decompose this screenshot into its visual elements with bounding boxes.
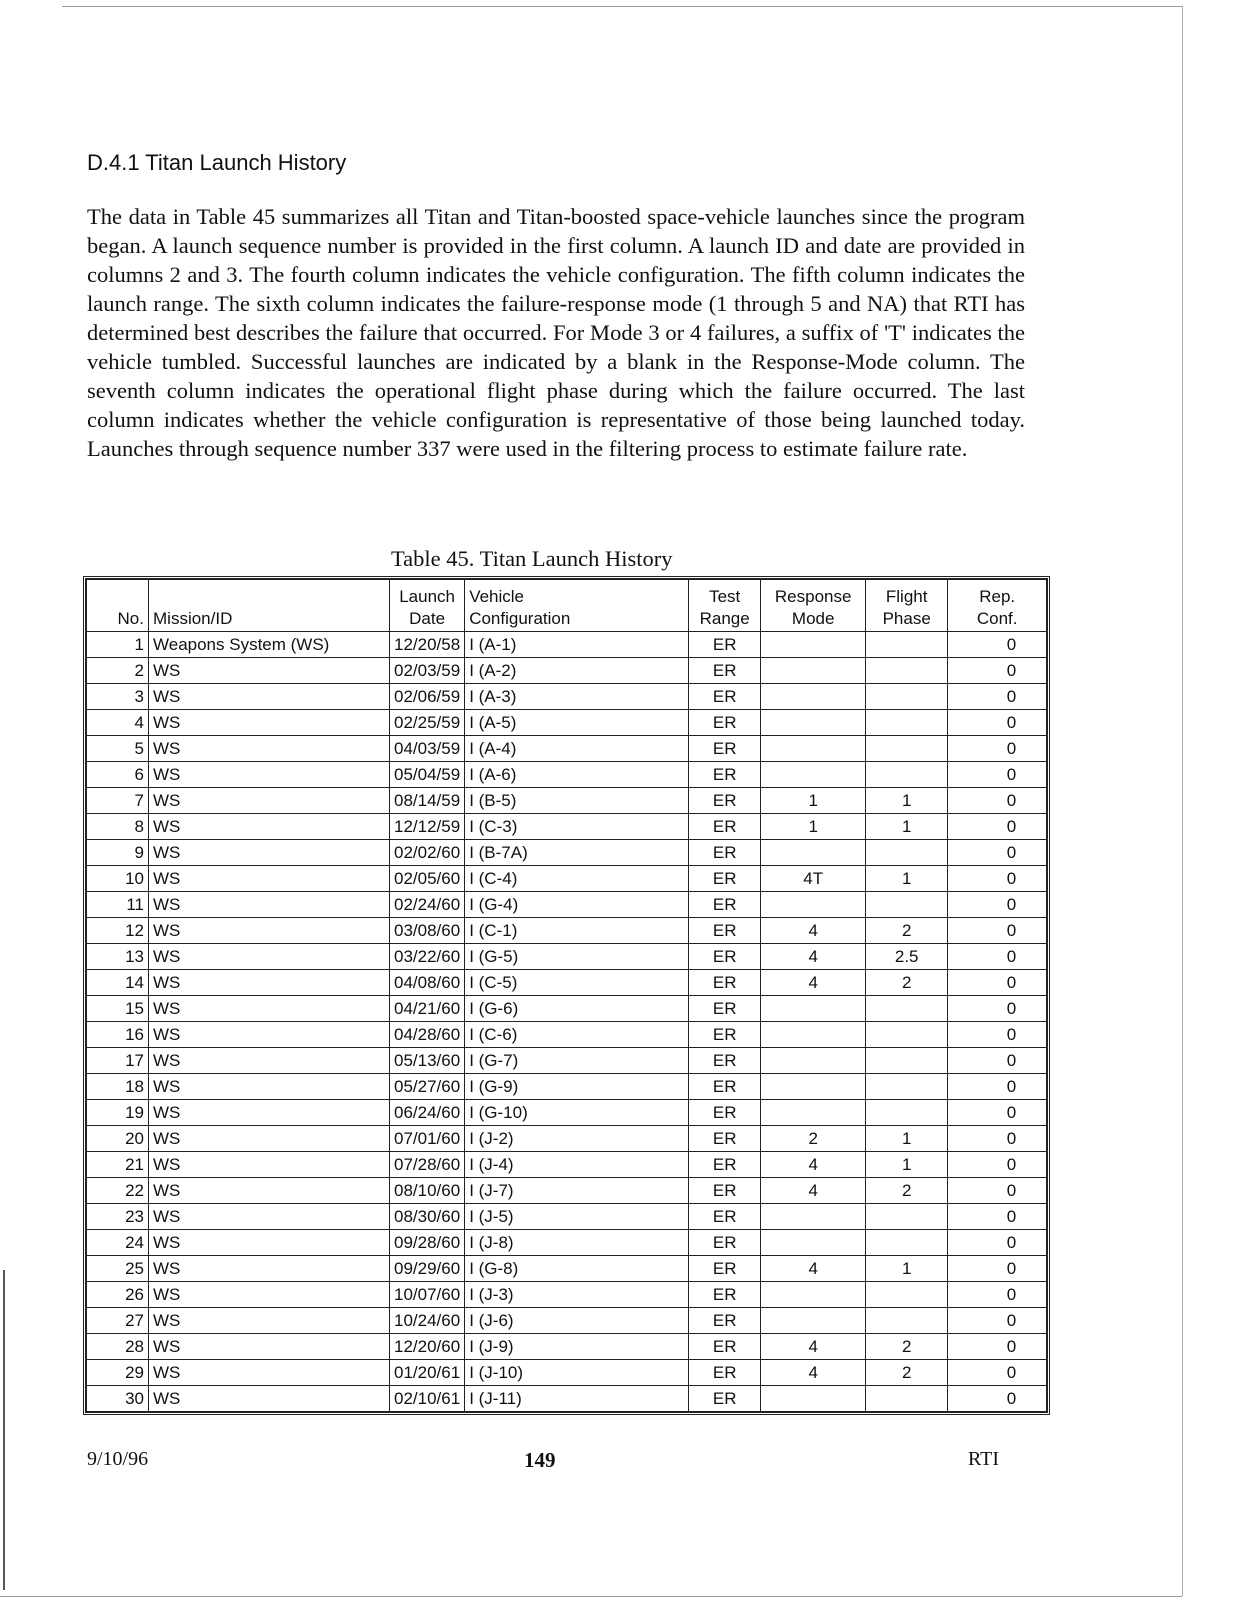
cell-no: 29	[87, 1360, 149, 1386]
cell-rep-conf: 0	[948, 918, 1047, 944]
cell-no: 24	[87, 1230, 149, 1256]
cell-mission: WS	[149, 1100, 390, 1126]
cell-rep-conf: 0	[948, 1308, 1047, 1334]
cell-mission: WS	[149, 1308, 390, 1334]
cell-vehicle-configuration: I (G-9)	[465, 1074, 689, 1100]
cell-flight-phase	[866, 1386, 948, 1412]
cell-vehicle-configuration: I (J-7)	[465, 1178, 689, 1204]
table-row	[87, 1282, 1047, 1308]
cell-flight-phase: 2	[866, 1178, 948, 1204]
cell-mission: WS	[149, 1386, 390, 1412]
cell-response-mode: 4	[761, 1256, 866, 1282]
cell-launch-date: 04/28/60	[390, 1022, 465, 1048]
cell-rep-conf: 0	[948, 866, 1047, 892]
cell-no: 18	[87, 1074, 149, 1100]
cell-flight-phase	[866, 762, 948, 788]
cell-mission: WS	[149, 970, 390, 996]
cell-flight-phase	[866, 684, 948, 710]
cell-response-mode	[761, 1048, 866, 1074]
cell-vehicle-configuration: I (C-6)	[465, 1022, 689, 1048]
cell-flight-phase	[866, 892, 948, 918]
cell-vehicle-configuration: I (C-5)	[465, 970, 689, 996]
cell-rep-conf: 0	[948, 1022, 1047, 1048]
table-row	[87, 658, 1047, 684]
table-row	[87, 1256, 1047, 1282]
cell-launch-date: 08/14/59	[390, 788, 465, 814]
table-row	[87, 814, 1047, 840]
table-row	[87, 788, 1047, 814]
table-body	[87, 632, 1047, 1412]
cell-rep-conf: 0	[948, 996, 1047, 1022]
cell-launch-date: 02/05/60	[390, 866, 465, 892]
cell-response-mode	[761, 1386, 866, 1412]
table-container	[83, 576, 1050, 1415]
cell-launch-date: 09/29/60	[390, 1256, 465, 1282]
cell-no: 28	[87, 1334, 149, 1360]
table-row	[87, 710, 1047, 736]
table-row	[87, 970, 1047, 996]
cell-mission: WS	[149, 1022, 390, 1048]
cell-flight-phase	[866, 1230, 948, 1256]
cell-response-mode: 4T	[761, 866, 866, 892]
section-heading: D.4.1 Titan Launch History	[87, 150, 347, 175]
cell-test-range: ER	[689, 788, 761, 814]
cell-launch-date: 09/28/60	[390, 1230, 465, 1256]
table-row	[87, 1308, 1047, 1334]
cell-response-mode	[761, 1204, 866, 1230]
footer-organization: RTI	[968, 1448, 1000, 1470]
cell-vehicle-configuration: I (J-3)	[465, 1282, 689, 1308]
cell-mission: WS	[149, 1360, 390, 1386]
cell-launch-date: 04/03/59	[390, 736, 465, 762]
cell-flight-phase: 1	[866, 788, 948, 814]
cell-response-mode	[761, 632, 866, 658]
cell-test-range: ER	[689, 1074, 761, 1100]
cell-no: 27	[87, 1308, 149, 1334]
cell-no: 10	[87, 866, 149, 892]
cell-response-mode	[761, 840, 866, 866]
cell-test-range: ER	[689, 1360, 761, 1386]
table-row	[87, 684, 1047, 710]
cell-vehicle-configuration: I (C-1)	[465, 918, 689, 944]
cell-test-range: ER	[689, 892, 761, 918]
cell-rep-conf: 0	[948, 1360, 1047, 1386]
cell-mission: WS	[149, 1282, 390, 1308]
table-caption: Table 45. Titan Launch History	[391, 546, 673, 571]
cell-launch-date: 12/20/60	[390, 1334, 465, 1360]
cell-test-range: ER	[689, 944, 761, 970]
cell-response-mode: 4	[761, 944, 866, 970]
cell-mission: WS	[149, 866, 390, 892]
cell-no: 3	[87, 684, 149, 710]
cell-test-range: ER	[689, 1308, 761, 1334]
cell-launch-date: 03/22/60	[390, 944, 465, 970]
cell-vehicle-configuration: I (G-8)	[465, 1256, 689, 1282]
cell-flight-phase	[866, 996, 948, 1022]
cell-response-mode	[761, 658, 866, 684]
header-mission: Mission/ID	[149, 580, 390, 632]
cell-vehicle-configuration: I (A-2)	[465, 658, 689, 684]
cell-rep-conf: 0	[948, 944, 1047, 970]
table-row	[87, 866, 1047, 892]
cell-rep-conf: 0	[948, 1126, 1047, 1152]
cell-response-mode	[761, 1230, 866, 1256]
cell-no: 7	[87, 788, 149, 814]
cell-flight-phase: 2	[866, 918, 948, 944]
cell-response-mode	[761, 710, 866, 736]
cell-rep-conf: 0	[948, 1386, 1047, 1412]
cell-flight-phase	[866, 1204, 948, 1230]
table-row	[87, 944, 1047, 970]
cell-no: 20	[87, 1126, 149, 1152]
cell-flight-phase: 1	[866, 1256, 948, 1282]
cell-flight-phase: 2	[866, 1360, 948, 1386]
cell-rep-conf: 0	[948, 970, 1047, 996]
cell-no: 1	[87, 632, 149, 658]
cell-launch-date: 02/24/60	[390, 892, 465, 918]
cell-rep-conf: 0	[948, 1256, 1047, 1282]
cell-no: 12	[87, 918, 149, 944]
cell-no: 2	[87, 658, 149, 684]
cell-launch-date: 03/08/60	[390, 918, 465, 944]
cell-no: 4	[87, 710, 149, 736]
cell-flight-phase	[866, 1100, 948, 1126]
cell-no: 21	[87, 1152, 149, 1178]
cell-flight-phase	[866, 658, 948, 684]
cell-mission: WS	[149, 892, 390, 918]
table-row	[87, 1360, 1047, 1386]
cell-rep-conf: 0	[948, 814, 1047, 840]
cell-launch-date: 01/20/61	[390, 1360, 465, 1386]
cell-test-range: ER	[689, 658, 761, 684]
cell-no: 11	[87, 892, 149, 918]
header-rep-conf: Rep. Conf.	[948, 580, 1047, 632]
table-row	[87, 1048, 1047, 1074]
cell-response-mode	[761, 1022, 866, 1048]
cell-flight-phase: 2	[866, 1334, 948, 1360]
table-row	[87, 1334, 1047, 1360]
cell-mission: WS	[149, 658, 390, 684]
cell-launch-date: 12/12/59	[390, 814, 465, 840]
cell-rep-conf: 0	[948, 658, 1047, 684]
cell-launch-date: 02/02/60	[390, 840, 465, 866]
cell-mission: WS	[149, 840, 390, 866]
bottom-border-line	[0, 1596, 1182, 1597]
cell-test-range: ER	[689, 1126, 761, 1152]
cell-launch-date: 07/28/60	[390, 1152, 465, 1178]
table-row	[87, 996, 1047, 1022]
cell-test-range: ER	[689, 970, 761, 996]
cell-rep-conf: 0	[948, 1178, 1047, 1204]
cell-test-range: ER	[689, 1204, 761, 1230]
cell-response-mode: 4	[761, 970, 866, 996]
cell-rep-conf: 0	[948, 788, 1047, 814]
cell-no: 9	[87, 840, 149, 866]
cell-no: 13	[87, 944, 149, 970]
cell-launch-date: 12/20/58	[390, 632, 465, 658]
table-row	[87, 892, 1047, 918]
table-row	[87, 762, 1047, 788]
cell-test-range: ER	[689, 918, 761, 944]
cell-launch-date: 07/01/60	[390, 1126, 465, 1152]
table-row	[87, 1386, 1047, 1412]
cell-launch-date: 02/03/59	[390, 658, 465, 684]
cell-rep-conf: 0	[948, 1100, 1047, 1126]
table-row	[87, 918, 1047, 944]
top-border-line	[62, 6, 1182, 7]
launch-history-table	[86, 579, 1047, 1412]
cell-flight-phase	[866, 632, 948, 658]
cell-response-mode	[761, 996, 866, 1022]
cell-response-mode: 1	[761, 814, 866, 840]
cell-flight-phase: 2	[866, 970, 948, 996]
cell-no: 25	[87, 1256, 149, 1282]
cell-rep-conf: 0	[948, 762, 1047, 788]
cell-no: 30	[87, 1386, 149, 1412]
cell-response-mode: 4	[761, 1360, 866, 1386]
cell-mission: WS	[149, 814, 390, 840]
cell-test-range: ER	[689, 710, 761, 736]
cell-rep-conf: 0	[948, 632, 1047, 658]
cell-no: 16	[87, 1022, 149, 1048]
footer-date: 9/10/96	[87, 1448, 149, 1470]
cell-flight-phase	[866, 710, 948, 736]
cell-no: 23	[87, 1204, 149, 1230]
cell-flight-phase: 1	[866, 866, 948, 892]
cell-launch-date: 04/21/60	[390, 996, 465, 1022]
cell-launch-date: 10/24/60	[390, 1308, 465, 1334]
cell-flight-phase	[866, 1022, 948, 1048]
cell-rep-conf: 0	[948, 1074, 1047, 1100]
cell-vehicle-configuration: I (G-4)	[465, 892, 689, 918]
cell-response-mode: 4	[761, 1152, 866, 1178]
cell-test-range: ER	[689, 1152, 761, 1178]
footer-page-number: 149	[524, 1448, 556, 1472]
cell-vehicle-configuration: I (A-3)	[465, 684, 689, 710]
cell-flight-phase	[866, 736, 948, 762]
cell-launch-date: 02/10/61	[390, 1386, 465, 1412]
table-row	[87, 1126, 1047, 1152]
cell-vehicle-configuration: I (A-6)	[465, 762, 689, 788]
cell-vehicle-configuration: I (J-2)	[465, 1126, 689, 1152]
cell-no: 22	[87, 1178, 149, 1204]
table-row	[87, 1230, 1047, 1256]
cell-no: 14	[87, 970, 149, 996]
cell-rep-conf: 0	[948, 1282, 1047, 1308]
cell-mission: WS	[149, 1178, 390, 1204]
cell-response-mode: 4	[761, 1178, 866, 1204]
cell-flight-phase	[866, 1282, 948, 1308]
cell-response-mode: 4	[761, 1334, 866, 1360]
cell-test-range: ER	[689, 1048, 761, 1074]
cell-rep-conf: 0	[948, 710, 1047, 736]
left-scan-mark	[3, 1270, 5, 1590]
cell-launch-date: 02/06/59	[390, 684, 465, 710]
cell-mission: WS	[149, 684, 390, 710]
cell-test-range: ER	[689, 814, 761, 840]
cell-mission: WS	[149, 1230, 390, 1256]
cell-response-mode	[761, 1308, 866, 1334]
cell-vehicle-configuration: I (J-11)	[465, 1386, 689, 1412]
body-paragraph: The data in Table 45 summarizes all Titan and Titan-boosted space-vehicle launches since the program began. A launch sequence number is provided in the first column. A launch ID and date are provided in columns 2 and 3. The fourth column indicates the vehicle configuration. The fifth column indicates the launch range. The sixth column indicates the failure-response mode (1 through 5 and NA) that RTI has determined best describes the failure that occurred. For Mode 3 or 4 failures, a suffix of 'T' indicates the vehicle tumbled. Successful launches are indicated by a blank in the Response-Mode column. The seventh column indicates the operational flight phase during which the failure occurred. The last column indicates whether the vehicle configuration is representative of those being launched today. Launches through sequence number 337 were used in the filtering process to estimate failure rate.	[87, 204, 1025, 461]
cell-test-range: ER	[689, 762, 761, 788]
cell-mission: WS	[149, 944, 390, 970]
cell-launch-date: 05/04/59	[390, 762, 465, 788]
table-row	[87, 736, 1047, 762]
cell-vehicle-configuration: I (J-9)	[465, 1334, 689, 1360]
cell-rep-conf: 0	[948, 1204, 1047, 1230]
cell-launch-date: 10/07/60	[390, 1282, 465, 1308]
table-row	[87, 1074, 1047, 1100]
cell-test-range: ER	[689, 996, 761, 1022]
cell-rep-conf: 0	[948, 1334, 1047, 1360]
cell-rep-conf: 0	[948, 736, 1047, 762]
cell-mission: WS	[149, 1074, 390, 1100]
cell-mission: WS	[149, 1152, 390, 1178]
cell-vehicle-configuration: I (G-10)	[465, 1100, 689, 1126]
cell-rep-conf: 0	[948, 1048, 1047, 1074]
cell-vehicle-configuration: I (C-4)	[465, 866, 689, 892]
cell-vehicle-configuration: I (C-3)	[465, 814, 689, 840]
header-vehicle-configuration: Vehicle Configuration	[465, 580, 689, 632]
cell-test-range: ER	[689, 1100, 761, 1126]
cell-vehicle-configuration: I (J-10)	[465, 1360, 689, 1386]
cell-mission: WS	[149, 1334, 390, 1360]
cell-response-mode: 4	[761, 918, 866, 944]
header-launch-date: Launch Date	[390, 580, 465, 632]
cell-flight-phase	[866, 1308, 948, 1334]
cell-vehicle-configuration: I (J-4)	[465, 1152, 689, 1178]
cell-rep-conf: 0	[948, 684, 1047, 710]
cell-test-range: ER	[689, 632, 761, 658]
table-row	[87, 1022, 1047, 1048]
cell-flight-phase: 2.5	[866, 944, 948, 970]
cell-rep-conf: 0	[948, 892, 1047, 918]
cell-test-range: ER	[689, 840, 761, 866]
cell-test-range: ER	[689, 1178, 761, 1204]
table-row	[87, 1100, 1047, 1126]
cell-no: 15	[87, 996, 149, 1022]
cell-vehicle-configuration: I (A-5)	[465, 710, 689, 736]
table-row	[87, 840, 1047, 866]
table-header-row	[87, 580, 1047, 632]
cell-flight-phase: 1	[866, 1152, 948, 1178]
cell-test-range: ER	[689, 736, 761, 762]
cell-launch-date: 04/08/60	[390, 970, 465, 996]
cell-test-range: ER	[689, 1334, 761, 1360]
cell-vehicle-configuration: I (B-7A)	[465, 840, 689, 866]
cell-flight-phase: 1	[866, 814, 948, 840]
cell-vehicle-configuration: I (G-6)	[465, 996, 689, 1022]
header-flight-phase: Flight Phase	[866, 580, 948, 632]
cell-vehicle-configuration: I (J-6)	[465, 1308, 689, 1334]
cell-vehicle-configuration: I (G-7)	[465, 1048, 689, 1074]
cell-no: 19	[87, 1100, 149, 1126]
cell-test-range: ER	[689, 1282, 761, 1308]
cell-response-mode	[761, 1100, 866, 1126]
cell-test-range: ER	[689, 1256, 761, 1282]
cell-response-mode	[761, 892, 866, 918]
cell-test-range: ER	[689, 684, 761, 710]
cell-vehicle-configuration: I (G-5)	[465, 944, 689, 970]
cell-no: 17	[87, 1048, 149, 1074]
cell-mission: WS	[149, 736, 390, 762]
cell-no: 6	[87, 762, 149, 788]
cell-response-mode	[761, 762, 866, 788]
cell-test-range: ER	[689, 1230, 761, 1256]
cell-vehicle-configuration: I (B-5)	[465, 788, 689, 814]
cell-launch-date: 08/30/60	[390, 1204, 465, 1230]
cell-mission: WS	[149, 1256, 390, 1282]
table-row	[87, 1152, 1047, 1178]
cell-mission: WS	[149, 1204, 390, 1230]
cell-no: 5	[87, 736, 149, 762]
cell-response-mode: 1	[761, 788, 866, 814]
cell-flight-phase	[866, 1074, 948, 1100]
cell-flight-phase: 1	[866, 1126, 948, 1152]
cell-vehicle-configuration: I (J-8)	[465, 1230, 689, 1256]
cell-no: 8	[87, 814, 149, 840]
cell-mission: WS	[149, 1048, 390, 1074]
cell-test-range: ER	[689, 866, 761, 892]
cell-vehicle-configuration: I (A-4)	[465, 736, 689, 762]
right-border-line	[1182, 6, 1183, 1596]
cell-launch-date: 08/10/60	[390, 1178, 465, 1204]
table-row	[87, 1178, 1047, 1204]
cell-mission: WS	[149, 710, 390, 736]
cell-response-mode	[761, 1282, 866, 1308]
table-row	[87, 1204, 1047, 1230]
header-response-mode: Response Mode	[761, 580, 866, 632]
table-row	[87, 632, 1047, 658]
cell-mission: WS	[149, 762, 390, 788]
cell-test-range: ER	[689, 1386, 761, 1412]
cell-launch-date: 06/24/60	[390, 1100, 465, 1126]
cell-launch-date: 02/25/59	[390, 710, 465, 736]
cell-vehicle-configuration: I (J-5)	[465, 1204, 689, 1230]
cell-flight-phase	[866, 840, 948, 866]
cell-response-mode	[761, 736, 866, 762]
cell-mission: Weapons System (WS)	[149, 632, 390, 658]
cell-mission: WS	[149, 788, 390, 814]
cell-response-mode	[761, 684, 866, 710]
cell-test-range: ER	[689, 1022, 761, 1048]
cell-rep-conf: 0	[948, 1230, 1047, 1256]
header-no: No.	[87, 580, 149, 632]
cell-launch-date: 05/13/60	[390, 1048, 465, 1074]
cell-mission: WS	[149, 918, 390, 944]
cell-vehicle-configuration: I (A-1)	[465, 632, 689, 658]
cell-no: 26	[87, 1282, 149, 1308]
cell-mission: WS	[149, 996, 390, 1022]
cell-rep-conf: 0	[948, 1152, 1047, 1178]
header-test-range: Test Range	[689, 580, 761, 632]
cell-mission: WS	[149, 1126, 390, 1152]
cell-response-mode: 2	[761, 1126, 866, 1152]
cell-launch-date: 05/27/60	[390, 1074, 465, 1100]
cell-response-mode	[761, 1074, 866, 1100]
cell-rep-conf: 0	[948, 840, 1047, 866]
cell-flight-phase	[866, 1048, 948, 1074]
